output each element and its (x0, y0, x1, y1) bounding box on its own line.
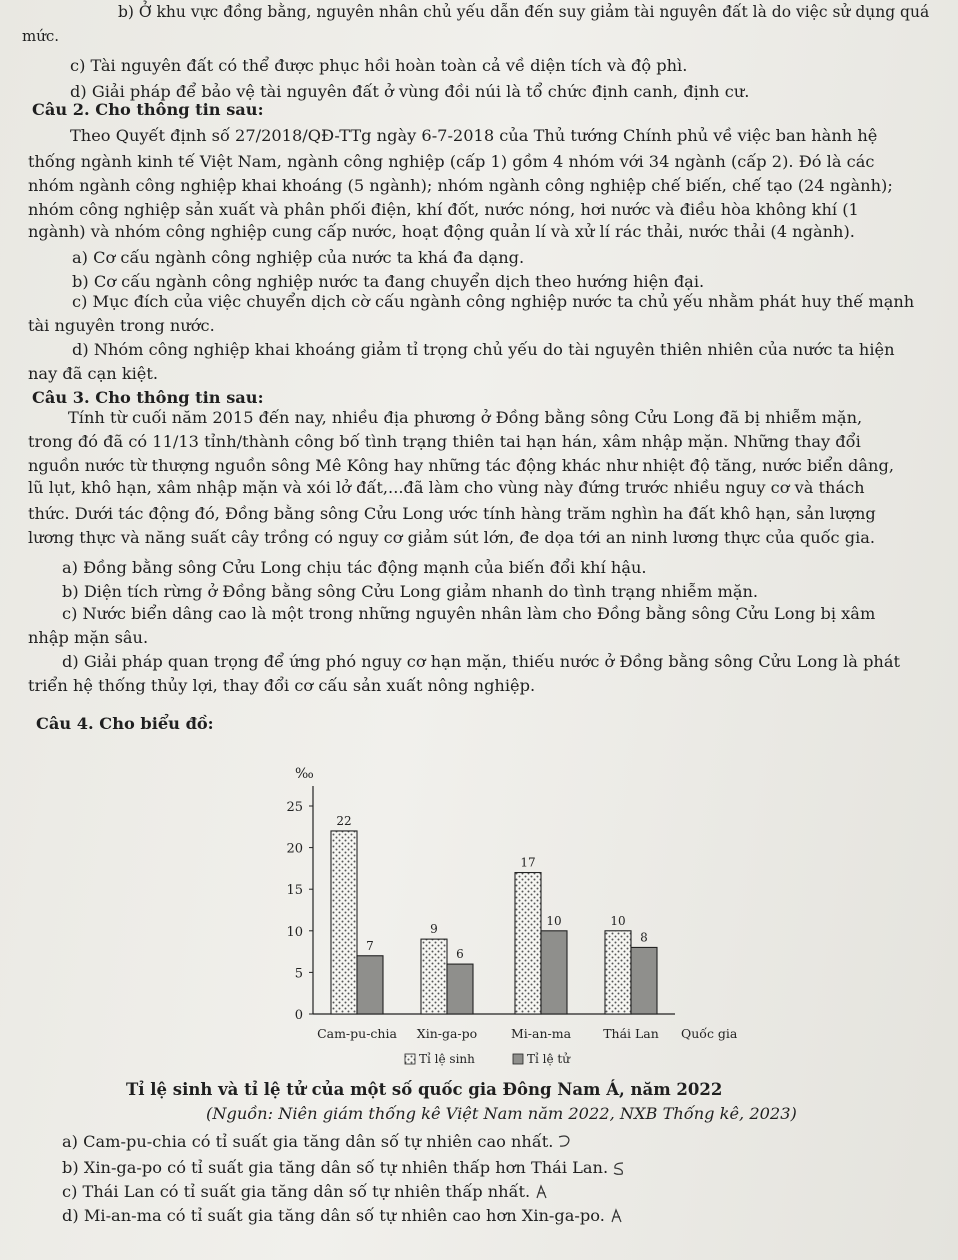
bar-birth-label: 10 (610, 913, 626, 928)
bar-birth-rate (605, 931, 631, 1014)
text-line: d) Nhóm công nghiệp khai khoáng giảm tỉ trọng chủ yếu do tài nguyên thiên nhiên của nước ta hiện (72, 340, 895, 359)
y-tick-label: 5 (294, 966, 303, 982)
bar-death-label: 10 (546, 913, 562, 928)
bar-birth-rate (331, 831, 357, 1014)
handwritten-mark-icon (611, 1160, 627, 1176)
bar-birth-rate (515, 873, 541, 1014)
text-line: a) Đồng bằng sông Cửu Long chịu tác động mạnh của biến đổi khí hậu. (62, 558, 647, 577)
legend-label-birth: Tỉ lệ sinh (419, 1052, 475, 1066)
x-tick-label: Xin-ga-po (416, 1026, 478, 1041)
bar-death-label: 8 (640, 930, 648, 945)
x-tick-label: Mi-an-ma (510, 1026, 572, 1041)
handwritten-mark-icon (533, 1184, 549, 1200)
handwritten-mark-icon (556, 1134, 572, 1150)
bar-birth-label: 9 (430, 922, 438, 937)
x-tick-label: Cam-pu-chia (317, 1026, 397, 1041)
text-line: b) Diện tích rừng ở Đồng bằng sông Cửu Long giảm nhanh do tình trạng nhiễm mặn. (62, 582, 759, 601)
text-line: nhập mặn sâu. (28, 628, 149, 647)
question-heading: Câu 4. Cho biểu đồ: (36, 714, 214, 733)
y-tick-label: 25 (286, 800, 303, 815)
text-line: tài nguyên trong nước. (28, 316, 215, 335)
y-tick-label: 20 (286, 841, 303, 857)
text-line: thống ngành kinh tế Việt Nam, ngành công nghiệp (cấp 1) gồm 4 nhóm với 34 ngành (cấp 2). Đó là các (28, 152, 875, 171)
question-heading: Câu 3. Cho thông tin sau: (32, 388, 264, 407)
text-line: mức. (22, 27, 60, 45)
statement-d-text: d) Mi-an-ma có tỉ suất gia tăng dân số tự nhiên cao hơn Xin-ga-po. (62, 1206, 605, 1225)
statement-c-text: c) Thái Lan có tỉ suất gia tăng dân số tự nhiên thấp nhất. (62, 1182, 531, 1201)
text-line: c) Mục đích của việc chuyển dịch cờ cấu ngành công nghiệp nước ta chủ yếu nhằm phát huy thế mạnh (72, 292, 915, 311)
bar-death-label: 7 (366, 938, 374, 953)
legend-swatch-birth (405, 1054, 415, 1064)
text-line: nguồn nước từ thượng nguồn sông Mê Kông hay những tác động khác như nhiệt độ tăng, nước biển dâng, (28, 456, 894, 475)
legend-swatch-death (513, 1054, 523, 1064)
bar-chart (245, 758, 755, 1068)
statement-d (62, 1206, 624, 1226)
chart-source: (Nguồn: Niên giám thống kê Việt Nam năm 2022, NXB Thống kê, 2023) (206, 1104, 797, 1123)
text-line: nhóm ngành công nghiệp khai khoáng (5 ngành); nhóm ngành công nghiệp chế biến, chế tạo (24 ngành); (28, 176, 893, 195)
bar-death-label: 6 (456, 947, 464, 962)
text-line: b) Ở khu vực đồng bằng, nguyên nhân chủ yếu dẫn đến suy giảm tài nguyên đất là do việc sử dụng quá (118, 3, 930, 21)
question-heading: Câu 2. Cho thông tin sau: (32, 100, 264, 119)
text-line: d) Giải pháp để bảo vệ tài nguyên đất ở vùng đồi núi là tổ chức định canh, định cư. (70, 82, 750, 101)
bar-death-rate (631, 947, 657, 1014)
text-line: b) Cơ cấu ngành công nghiệp nước ta đang chuyển dịch theo hướng hiện đại. (72, 272, 705, 291)
y-axis-unit: ‰ (295, 766, 314, 782)
bar-birth-label: 17 (520, 855, 536, 870)
text-line: lũ lụt, khô hạn, xâm nhập mặn và xói lở đất,...đã làm cho vùng này đứng trước nhiều nguy cơ và thách (28, 478, 865, 497)
handwritten-mark-icon (608, 1208, 624, 1224)
text-line: a) Cơ cấu ngành công nghiệp của nước ta khá đa dạng. (72, 248, 525, 267)
bar-death-rate (447, 964, 473, 1014)
text-line: trong đó đã có 11/13 tỉnh/thành công bố tình trạng thiên tai hạn hán, xâm nhập mặn. Những thay đổi (28, 432, 861, 451)
text-line: ngành) và nhóm công nghiệp cung cấp nước, hoạt động quản lí và xử lí rác thải, nước thải (4 ngành). (28, 222, 855, 241)
text-line: nhóm công nghiệp sản xuất và phân phối điện, khí đốt, nước nóng, hơi nước và điều hòa không khí (1 (28, 200, 859, 219)
statement-b-text: b) Xin-ga-po có tỉ suất gia tăng dân số tự nhiên thấp hơn Thái Lan. (62, 1158, 609, 1177)
x-axis-title: Quốc gia (681, 1026, 738, 1041)
bar-death-rate (541, 931, 567, 1014)
statement-b (62, 1158, 627, 1178)
x-tick-label: Thái Lan (603, 1026, 659, 1041)
chart-caption: Tỉ lệ sinh và tỉ lệ tử của một số quốc gia Đông Nam Á, năm 2022 (126, 1080, 723, 1099)
y-tick-label: 15 (286, 883, 303, 899)
text-line: triển hệ thống thủy lợi, thay đổi cơ cấu sản xuất nông nghiệp. (28, 676, 536, 695)
text-line: c) Tài nguyên đất có thể được phục hồi hoàn toàn cả về diện tích và độ phì. (70, 56, 688, 75)
text-line: lương thực và năng suất cây trồng có nguy cơ giảm sút lớn, đe dọa tới an ninh lương thực của quốc gia. (28, 528, 876, 547)
text-line: d) Giải pháp quan trọng để ứng phó nguy cơ hạn mặn, thiếu nước ở Đồng bằng sông Cửu Long là phát (62, 652, 901, 671)
y-tick-label: 0 (294, 1008, 303, 1023)
text-line: nay đã cạn kiệt. (28, 364, 159, 383)
text-line: Tính từ cuối năm 2015 đến nay, nhiều địa phương ở Đồng bằng sông Cửu Long đã bị nhiễm mặn, (68, 408, 863, 427)
text-line: thức. Dưới tác động đó, Đồng bằng sông Cửu Long ước tính hàng trăm nghìn ha đất khô hạn, sản lượng (28, 504, 876, 523)
text-line: c) Nước biển dâng cao là một trong những nguyên nhân làm cho Đồng bằng sông Cửu Long bị xâm (62, 604, 876, 623)
bar-birth-label: 22 (336, 813, 352, 828)
legend-label-death: Tỉ lệ tử (527, 1052, 570, 1066)
bar-death-rate (357, 956, 383, 1014)
statement-a-text: a) Cam-pu-chia có tỉ suất gia tăng dân số tự nhiên cao nhất. (62, 1132, 554, 1151)
statement-a (62, 1132, 572, 1152)
text-line: Theo Quyết định số 27/2018/QĐ-TTg ngày 6-7-2018 của Thủ tướng Chính phủ về việc ban hành hệ (70, 126, 878, 145)
bar-birth-rate (421, 939, 447, 1014)
statement-c (62, 1182, 549, 1202)
y-tick-label: 10 (286, 924, 303, 940)
